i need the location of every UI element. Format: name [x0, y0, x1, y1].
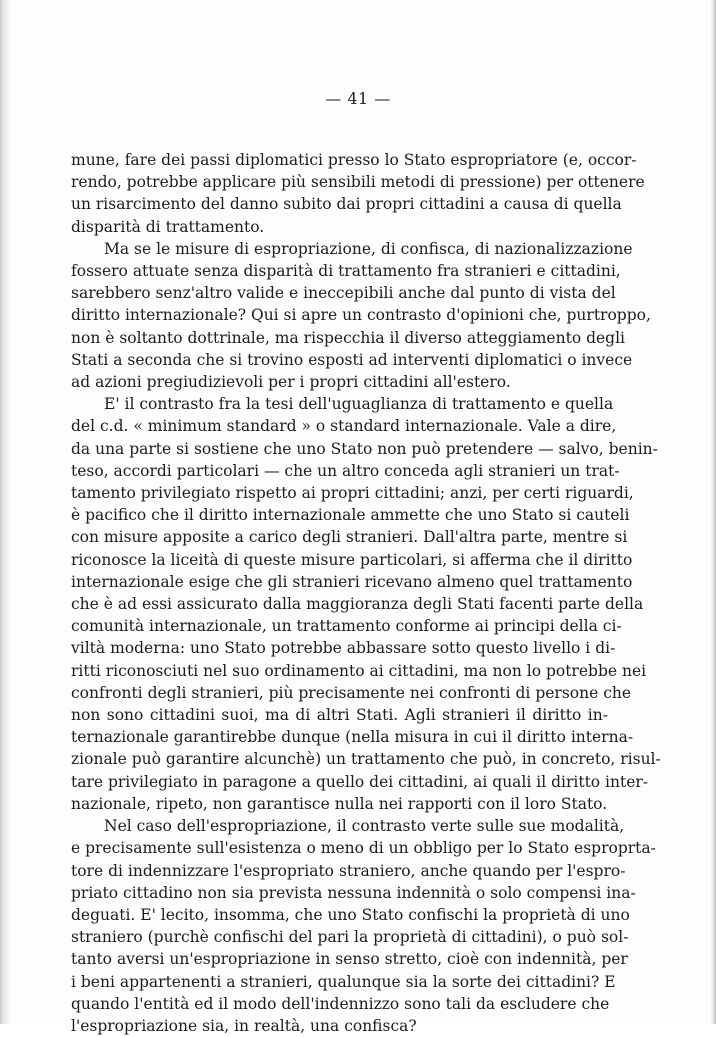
paragraph: [71, 393, 661, 815]
text-line: tore di indennizzare l'espropriato straniero, anche quando per l'espro-: [71, 861, 626, 880]
text-line: sarebbero senz'altro valide e ineccepibili anche dal punto di vista del: [71, 284, 616, 303]
text-line: ad azioni pregiudizievoli per i propri cittadini all'estero.: [71, 373, 511, 392]
text-line: disparità di trattamento.: [71, 217, 265, 236]
text-line: è pacifico che il diritto internazionale ammette che uno Stato si cauteli: [71, 506, 630, 525]
page-right-edge-shadow: [710, 0, 716, 1024]
text-line: che è ad essi assicurato dalla maggioranza degli Stati facenti parte della: [71, 595, 644, 614]
text-line: non sono cittadini suoi, ma di altri Stati. Agli stranieri il diritto in-: [71, 706, 608, 725]
text-line: Stati a seconda che si trovino esposti ad interventi diplomatici o invece: [71, 350, 633, 369]
text-line: teso, accordi particolari — che un altro conceda agli stranieri un trat-: [71, 461, 620, 480]
text-line: quando l'entità ed il modo dell'indennizzo sono tali da escludere che: [71, 994, 610, 1013]
text-line: Ma se le misure di espropriazione, di confisca, di nazionalizzazione: [104, 239, 633, 258]
text-line: fossero attuate senza disparità di trattamento fra stranieri e cittadini,: [71, 262, 621, 281]
text-line: diritto internazionale? Qui si apre un contrasto d'opinioni che, purtroppo,: [71, 306, 651, 325]
body-text: [71, 149, 661, 1037]
text-line: Nel caso dell'espropriazione, il contrasto verte sulle sue modalità,: [104, 817, 625, 836]
text-line: del c.d. « minimum standard » o standard internazionale. Vale a dire,: [71, 417, 617, 436]
text-line: confronti degli stranieri, più precisamente nei confronti di persone che: [71, 683, 632, 702]
page-number: — 41 —: [325, 89, 391, 108]
text-line: e precisamente sull'esistenza o meno di un obbligo per lo Stato esproprta-: [71, 839, 656, 858]
text-line: ritti riconosciuti nel suo ordinamento ai cittadini, ma non lo potrebbe nei: [71, 661, 647, 680]
text-line: l'espropriazione sia, in realtà, una confisca?: [71, 1016, 417, 1035]
text-line: con misure apposite a carico degli stranieri. Dall'altra parte, mentre si: [71, 528, 628, 547]
text-line: priato cittadino non sia prevista nessuna indennità o solo compensi ina-: [71, 883, 636, 902]
text-line: riconosce la liceità di queste misure particolari, si afferma che il diritto: [71, 550, 633, 569]
text-line: un risarcimento del danno subito dai propri cittadini a causa di quella: [71, 195, 622, 214]
text-line: E' il contrasto fra la tesi dell'uguaglianza di trattamento e quella: [104, 395, 614, 414]
text-line: zionale può garantire alcunchè) un trattamento che può, in concreto, risul-: [71, 750, 661, 769]
text-line: comunità internazionale, un trattamento conforme ai principi della ci-: [71, 617, 622, 636]
page-left-edge-shadow: [0, 0, 12, 1024]
text-line: mune, fare dei passi diplomatici presso lo Stato espropriatore (e, occor-: [71, 151, 637, 169]
text-line: ternazionale garantirebbe dunque (nella misura in cui il diritto interna-: [71, 728, 634, 747]
text-line: deguati. E' lecito, insomma, che uno Stato confischi la proprietà di uno: [71, 905, 630, 924]
text-line: tare privilegiato in paragone a quello dei cittadini, ai quali il diritto inter-: [71, 772, 649, 791]
text-line: tanto aversi un'espropriazione in senso stretto, cioè con indennità, per: [71, 950, 628, 969]
text-line: viltà moderna: uno Stato potrebbe abbassare sotto questo livello i di-: [71, 639, 616, 658]
text-line: nazionale, ripeto, non garantisce nulla nei rapporti con il loro Stato.: [71, 794, 608, 813]
paragraph: [71, 238, 651, 393]
text-line: da una parte si sostiene che uno Stato non può pretendere — salvo, benin-: [71, 439, 658, 458]
text-line: straniero (purchè confischi del pari la proprietà di cittadini), o può sol-: [71, 928, 629, 947]
paragraph: [71, 815, 656, 1037]
text-line: non è soltanto dottrinale, ma rispecchia il diverso atteggiamento degli: [71, 328, 626, 347]
text-line: i beni appartenenti a stranieri, qualunque sia la sorte dei cittadini? E: [71, 972, 616, 991]
text-line: internazionale esige che gli stranieri ricevano almeno quel trattamento: [71, 572, 633, 591]
text-line: tamento privilegiato rispetto ai propri cittadini; anzi, per certi riguardi,: [71, 484, 634, 503]
paragraph: [71, 149, 645, 238]
text-line: rendo, potrebbe applicare più sensibili metodi di pressione) per ottenere: [71, 173, 645, 192]
